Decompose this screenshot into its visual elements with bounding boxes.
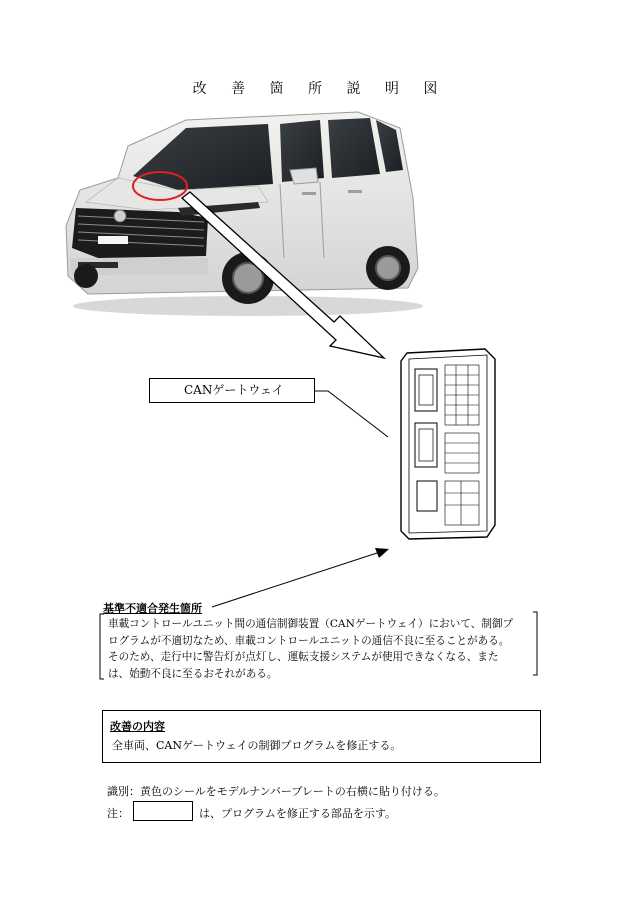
- vehicle-illustration: [58, 98, 428, 320]
- label-leader-line: [315, 391, 388, 437]
- defect-line: ログラムが不適切なため、車載コントロールユニットの通信不良に至ることがある。: [108, 634, 510, 647]
- defect-heading: 基準不適合発生箇所: [103, 602, 202, 615]
- defect-arrowhead: [375, 548, 389, 558]
- identification-text: 識別：黄色のシールをモデルナンバープレートの右横に貼り付ける。: [107, 785, 445, 798]
- defect-bracket-right: [533, 612, 537, 675]
- page-title: 改 善 箇 所 説 明 図: [192, 81, 448, 97]
- note-label: 注：: [107, 807, 129, 820]
- defect-line: そのため、走行中に警告灯が点灯し、運転支援システムが使用できなくなる、また: [108, 651, 499, 663]
- defect-description: [108, 616, 530, 682]
- defect-line: 車載コントロールユニット間の通信制御装置（CANゲートウェイ）において、制御プ: [108, 618, 514, 630]
- improvement-text: 全車両、CANゲートウェイの制御プログラムを修正する。: [112, 739, 402, 752]
- defect-line: は、始動不良に至るおそれがある。: [108, 667, 278, 680]
- improvement-heading: 改善の内容: [110, 720, 165, 733]
- component-label: CANゲートウェイ: [149, 378, 315, 403]
- note-text: は、プログラムを修正する部品を示す。: [199, 807, 397, 820]
- improvement-box: [102, 710, 541, 763]
- can-gateway-module-illustration: [395, 345, 505, 545]
- note-legend-box: [133, 801, 193, 821]
- defect-bracket-left: [100, 614, 104, 679]
- defect-leader-line: [212, 552, 380, 607]
